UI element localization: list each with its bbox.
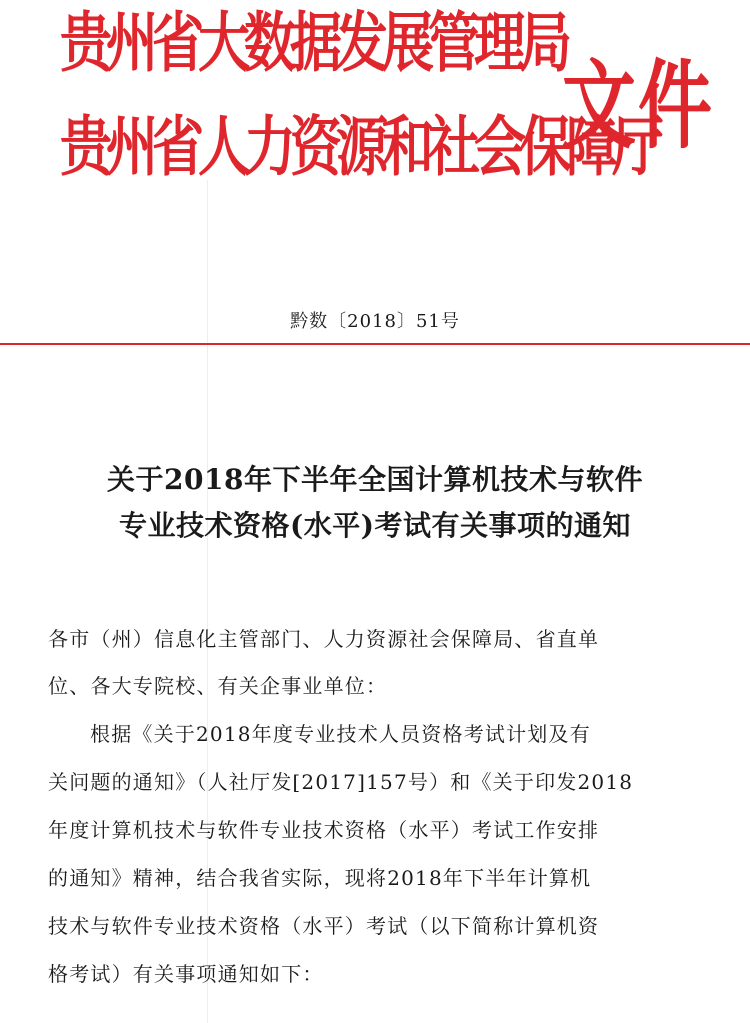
body-text-line: 根据《关于2018年度专业技术人员资格考试计划及有 — [90, 722, 591, 746]
red-separator-line — [0, 343, 750, 345]
body-text-line: 各市（州）信息化主管部门、人力资源社会保障局、省直单 — [48, 627, 600, 651]
body-text-line: 年度计算机技术与软件专业技术资格（水平）考试工作安排 — [48, 818, 600, 842]
body-text-line: 的通知》精神，结合我省实际，现将2018年下半年计算机 — [48, 866, 592, 890]
issuer-name-2: 贵州省人力资源和社会保障厅 — [60, 110, 659, 185]
document-number: 黔数〔2018〕51号 — [290, 311, 460, 332]
notice-title-line-1: 关于2018年下半年全国计算机技术与软件 — [107, 463, 643, 496]
issuer-name-1: 贵州省大数据发展管理局 — [60, 6, 567, 81]
body-text-line: 技术与软件专业技术资格（水平）考试（以下简称计算机资 — [48, 914, 600, 938]
body-text-line: 格考试）有关事项通知如下： — [48, 962, 324, 986]
document-type-label: 文件 — [562, 50, 714, 163]
notice-title-line-2: 专业技术资格(水平)考试有关事项的通知 — [119, 509, 631, 542]
scan-artifact-line — [207, 180, 208, 1023]
body-text-line: 位、各大专院校、有关企事业单位： — [48, 674, 388, 698]
body-text-line: 关问题的通知》（人社厅发[2017]157号）和《关于印发2018 — [48, 770, 634, 794]
